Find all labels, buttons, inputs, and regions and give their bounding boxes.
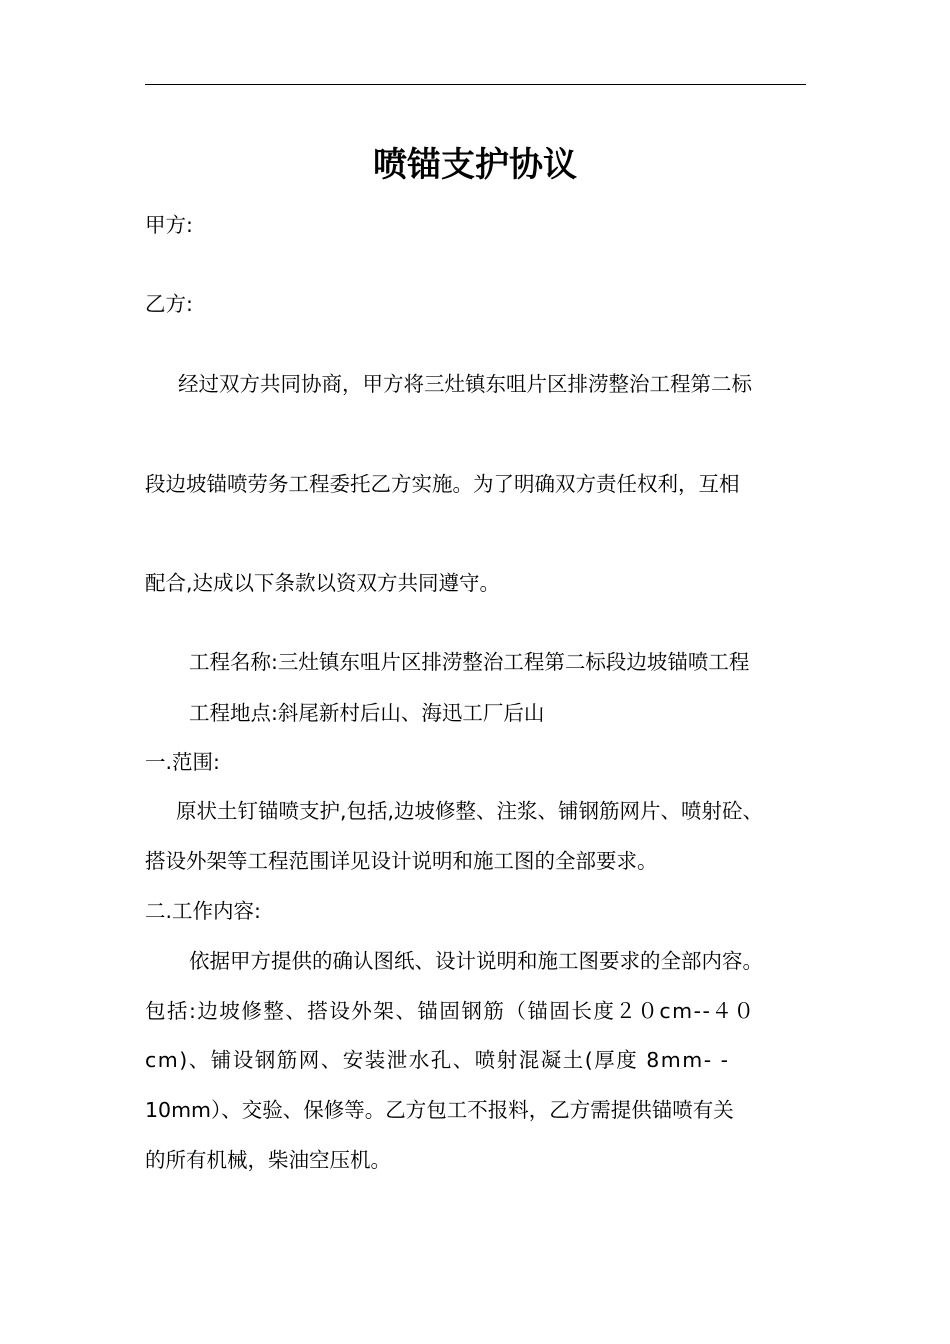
section-1-heading: 一.范围: [145, 750, 220, 774]
intro-line-1: 经过双方共同协商，甲方将三灶镇东咀片区排涝整治工程第二标 [178, 372, 752, 396]
section-1-line-2: 搭设外架等工程范围详见设计说明和施工图的全部要求。 [145, 849, 658, 873]
project-location: 工程地点:斜尾新村后山、海迅工厂后山 [189, 701, 545, 725]
header-rule [145, 84, 806, 85]
section-2-line-1: 依据甲方提供的确认图纸、设计说明和施工图要求的全部内容。 [189, 949, 763, 973]
section-2-line-5: 的所有机械，柴油空压机。 [145, 1148, 391, 1172]
section-1-line-1: 原状土钉锚喷支护,包括,边坡修整、注浆、铺钢筋网片、喷射砼、 [176, 799, 764, 823]
intro-line-3: 配合,达成以下条款以资双方共同遵守。 [145, 571, 501, 595]
section-2-line-2: 包括:边坡修整、搭设外架、锚固钢筋（锚固长度２０cm--４０ [145, 999, 756, 1023]
section-2-line-4: 10mm）、交验、保修等。乙方包工不报料，乙方需提供锚喷有关 [145, 1098, 734, 1122]
section-2-heading: 二.工作内容: [145, 899, 261, 923]
project-name: 工程名称:三灶镇东咀片区排涝整治工程第二标段边坡锚喷工程 [189, 650, 750, 674]
section-2-line-3: cm)、铺设钢筋网、安装泄水孔、喷射混凝土(厚度 8mm- - [145, 1048, 730, 1072]
party-a-label: 甲方: [145, 213, 193, 237]
party-b-label: 乙方: [145, 292, 193, 316]
document-title: 喷锚支护协议 [373, 145, 577, 185]
intro-line-2: 段边坡锚喷劳务工程委托乙方实施。为了明确双方责任权利，互相 [145, 472, 740, 496]
